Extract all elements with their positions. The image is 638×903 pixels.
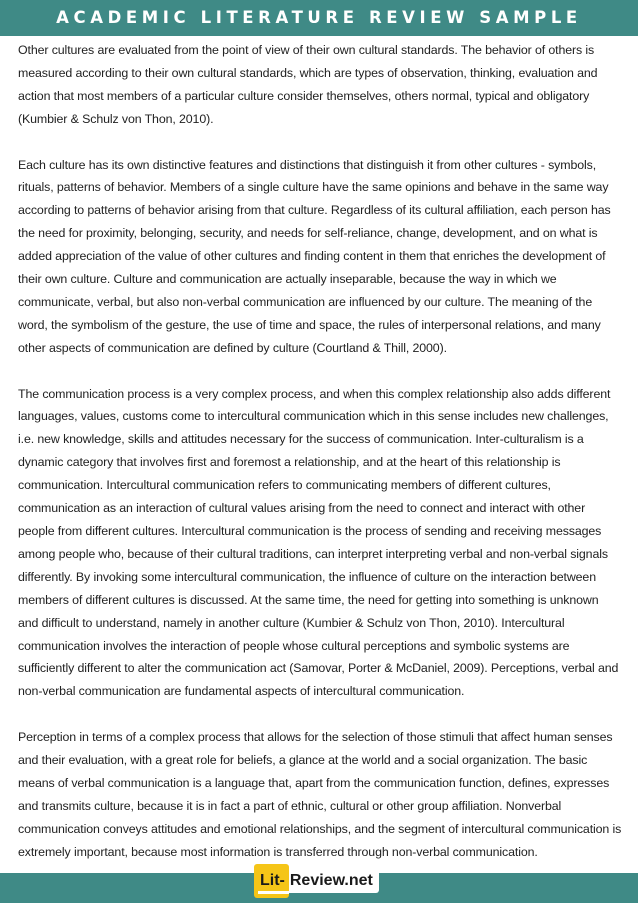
paragraph-2: Each culture has its own distinctive features and distinctions that distinguish it from other cultures - symbols, rituals, patterns of behavior. Members of a single culture have the same opinions and behave in the same way according to patterns of behavior arising from that culture. Regardless of its cultural affiliation, each person has the need for proximity, belonging, security, and needs for self-reliance, change, development, and on what is added appreciation of the value of other cultures and finding content in them that enriches the development of their own culture. Culture and communication are actually inseparable, because the way in which we communicate, verbal, but also non-verbal communication are influenced by our culture. The meaning of the word, the symbolism of the gesture, the use of time and space, the rules of interpersonal relations, and many other aspects of communication are defined by culture (Courtland & Thill, 2000). (18, 157, 611, 355)
site-logo[interactable] (254, 864, 379, 898)
paragraph-1: Other cultures are evaluated from the point of view of their own cultural standards. The behavior of others is measured according to their own cultural standards, which are types of observation, thinking, evaluation and action that most members of a particular culture consider themselves, others normal, typical and obligatory (Kumbier & Schulz von Thon, 2010). (18, 43, 598, 126)
logo-badge (254, 864, 289, 898)
paragraph-3: The communication process is a very complex process, and when this complex relationship also adds different languages, values, customs come to intercultural communication which in this sense includes new challenges, i.e. new knowledge, skills and attitudes necessary for the success of communication. Inter-culturalism is a dynamic category that involves first and foremost a relationship, and at the heart of this relationship is communication. Intercultural communication refers to communicating members of different cultures, communication as an interaction of cultural values arising from the need to connect and interact with other people from different cultures. Intercultural communication is the process of sending and receiving messages among people who, because of their cultural traditions, can interpret interpreting verbal and non-verbal signals differently. By invoking some intercultural communication, the influence of culture on the interaction between members of different cultures is discussed. At the same time, the need for getting into something is unknown and difficult to understand, namely in another culture (Kumbier & Schulz von Thon, 2010). Intercultural communication involves the interaction of people whose cultural perceptions and symbolic systems are sufficiently different to alter the communication act (Samovar, Porter & McDaniel, 2009). Perceptions, verbal and non-verbal communication are fundamental aspects of intercultural communication. (18, 386, 619, 699)
logo-text-lit: Lit- (260, 872, 285, 889)
page-title: ACADEMIC LITERATURE REVIEW SAMPLE (56, 8, 582, 27)
logo-text-review: Review.net (289, 869, 379, 893)
document-body (18, 39, 622, 886)
paragraph-4: Perception in terms of a complex process that allows for the selection of those stimuli that affect human senses and their evaluation, with a great role for beliefs, a glance at the world and a social organization. The basic means of verbal communication is a language that, apart from the communication function, defines, expresses and transmits culture, because it is in fact a part of ethnic, cultural or other group affiliation. Nonverbal communication conveys attitudes and emotional relationships, and the segment of intercultural communication is extremely important, because most information is transferred through non-verbal communication. (18, 730, 622, 859)
